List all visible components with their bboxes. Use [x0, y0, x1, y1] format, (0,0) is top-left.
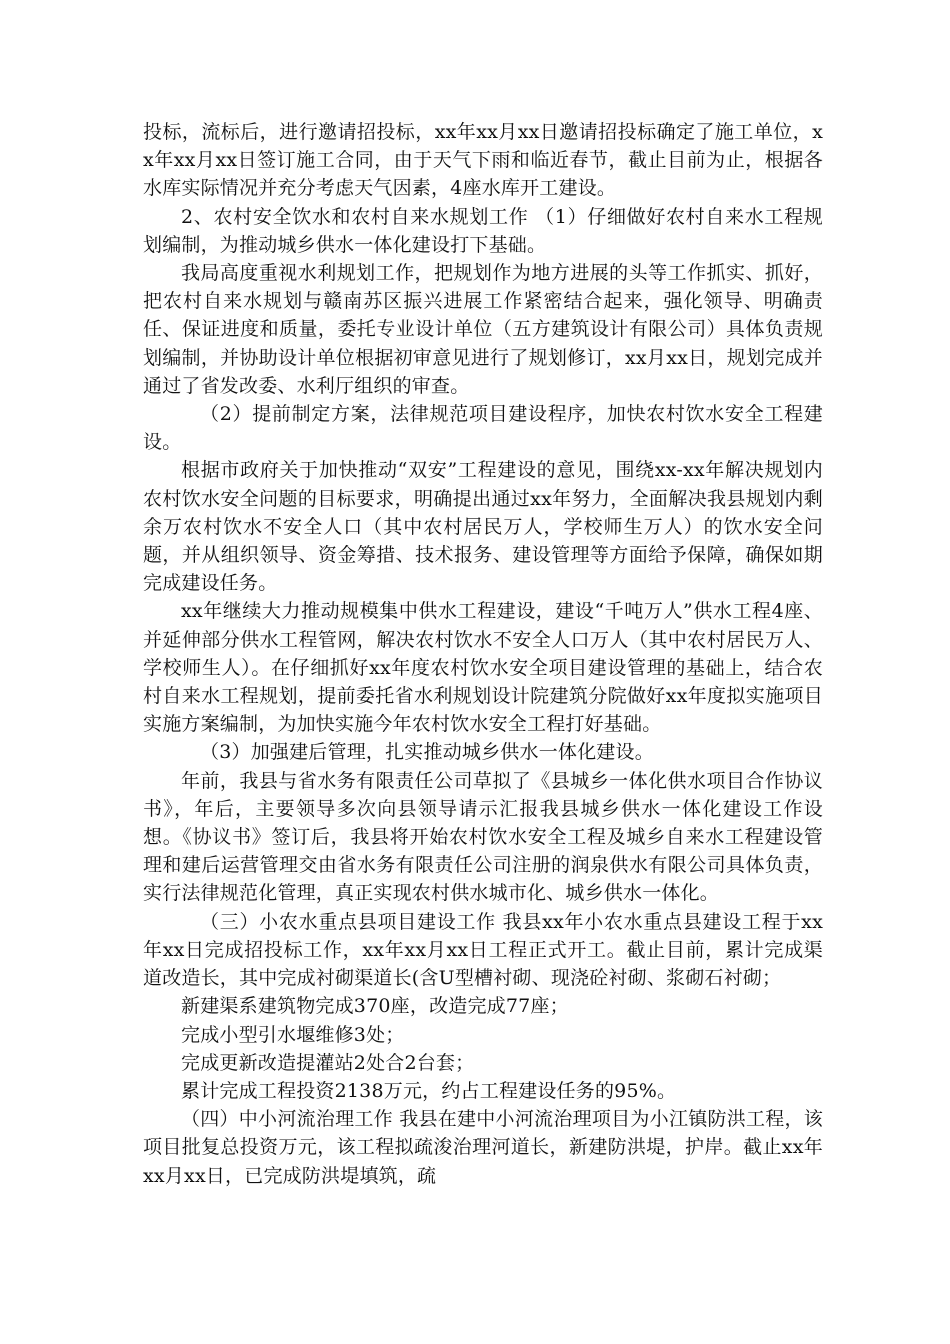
paragraph: 新建渠系建筑物完成370座，改造完成77座；: [181, 995, 569, 1018]
document-body: [143, 118, 823, 1190]
paragraph: 根据市政府关于加快推动“双安”工程建设的意见，围绕xx-xx年解决规划内农村饮水安全问题的目标要求，明确提出通过xx年努力，全面解决我县规划内剩余万农村饮水不安全人口（其中农村居民万人，学校师生万人）的饮水安全问题，并从组织领导、资金筹措、技术报务、建设管理等方面给予保障，确保如期完成建设任务。: [143, 459, 823, 595]
paragraph: xx年继续大力推动规模集中供水工程建设，建设“千吨万人”供水工程4座、并延伸部分供水工程管网，解决农村饮水不安全人口万人（其中农村居民万人、学校师生人）。在仔细抓好xx年度农村饮水安全项目建设管理的基础上，结合农村自来水工程规划，提前委托省水利规划设计院建筑分院做好xx年度拟实施项目实施方案编制，为加快实施今年农村饮水安全工程打好基础。: [143, 600, 823, 736]
paragraph: 完成小型引水堰维修3处；: [181, 1023, 405, 1046]
paragraph: 累计完成工程投资2138万元，约占工程建设任务的95%。: [181, 1079, 677, 1102]
paragraph: 投标，流标后，进行邀请招投标，xx年xx月xx日邀请招投标确定了施工单位，xx年xx月xx日签订施工合同，由于天气下雨和临近春节，截止目前为止，根据各水库实际情况并充分考虑天气因素，4座水库开工建设。: [143, 121, 823, 200]
paragraph: （三）小农水重点县项目建设工作 我县xx年小农水重点县建设工程于xx年xx日完成招投标工作，xx年xx月xx日工程正式开工。截止目前，累计完成渠道改造长，其中完成衬砌渠道长(含U型槽衬砌、现浇砼衬砌、浆砌石衬砌；: [143, 910, 823, 990]
paragraph: 完成更新改造提灌站2处合2台套；: [181, 1051, 475, 1074]
paragraph: 年前，我县与省水务有限责任公司草拟了《县城乡一体化供水项目合作协议书》，年后，主要领导多次向县领导请示汇报我县城乡供水一体化建设工作设想。《协议书》签订后，我县将开始农村饮水安全工程及城乡自来水工程建设管理和建后运营管理交由省水务有限责任公司注册的润泉供水有限公司具体负责，实行法律规范化管理，真正实现农村供水城市化、城乡供水一体化。: [143, 769, 823, 905]
paragraph: 2、农村安全饮水和农村自来水规划工作 （1）仔细做好农村自来水工程规划编制，为推动城乡供水一体化建设打下基础。: [143, 205, 823, 256]
paragraph: （四）中小河流治理工作 我县在建中小河流治理项目为小江镇防洪工程，该项目批复总投资万元，该工程拟疏浚治理河道长，新建防洪堤，护岸。截止xx年xx月xx日，已完成防洪堤填筑，疏: [143, 1108, 823, 1187]
paragraph: 我局高度重视水利规划工作，把规划作为地方进展的头等工作抓实、抓好，把农村自来水规划与赣南苏区振兴进展工作紧密结合起来，强化领导、明确责任、保证进度和质量，委托专业设计单位（五方建筑设计有限公司）具体负责规划编制，并协助设计单位根据初审意见进行了规划修订，xx月xx日，规划完成并通过了省发改委、水利厅组织的审查。: [143, 262, 823, 397]
paragraph: （2）提前制定方案，法律规范项目建设程序，加快农村饮水安全工程建设。: [143, 403, 823, 454]
paragraph: （3）加强建后管理，扎实推动城乡供水一体化建设。: [200, 741, 654, 764]
